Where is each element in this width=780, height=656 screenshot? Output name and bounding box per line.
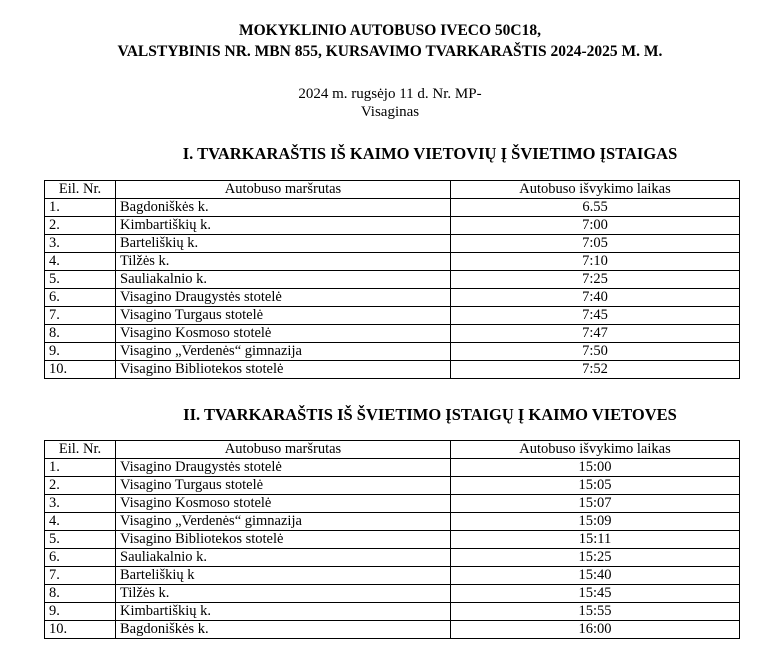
row-number-cell: 1. (45, 199, 116, 217)
route-cell: Visagino Draugystės stotelė (116, 289, 451, 307)
column-header-time: Autobuso išvykimo laikas (451, 441, 740, 459)
route-cell: Visagino Kosmoso stotelė (116, 495, 451, 513)
departure-time-cell: 7:25 (451, 271, 740, 289)
departure-time-cell: 15:45 (451, 585, 740, 603)
section1-schedule-table (44, 180, 740, 379)
departure-time-cell: 15:00 (451, 459, 740, 477)
column-header-route: Autobuso maršrutas (116, 181, 451, 199)
table-row (45, 513, 740, 531)
row-number-cell: 9. (45, 343, 116, 361)
route-cell: Visagino Turgaus stotelė (116, 307, 451, 325)
departure-time-cell: 15:07 (451, 495, 740, 513)
row-number-cell: 4. (45, 253, 116, 271)
departure-time-cell: 15:11 (451, 531, 740, 549)
row-number-cell: 5. (45, 271, 116, 289)
column-header-time: Autobuso išvykimo laikas (451, 181, 740, 199)
row-number-cell: 10. (45, 361, 116, 379)
route-cell: Kimbartiškių k. (116, 603, 451, 621)
table-row (45, 603, 740, 621)
route-cell: Tilžės k. (116, 253, 451, 271)
table-header-row (45, 181, 740, 199)
column-header-number: Eil. Nr. (45, 181, 116, 199)
route-cell: Sauliakalnio k. (116, 549, 451, 567)
row-number-cell: 8. (45, 585, 116, 603)
row-number-cell: 2. (45, 217, 116, 235)
departure-time-cell: 15:55 (451, 603, 740, 621)
route-cell: Visagino Kosmoso stotelė (116, 325, 451, 343)
departure-time-cell: 7:10 (451, 253, 740, 271)
row-number-cell: 7. (45, 307, 116, 325)
section2-title: II. TVARKARAŠTIS IŠ ŠVIETIMO ĮSTAIGŲ Į KAIMO VIETOVES (183, 405, 677, 424)
table-row (45, 361, 740, 379)
row-number-cell: 5. (45, 531, 116, 549)
row-number-cell: 4. (45, 513, 116, 531)
table-row (45, 343, 740, 361)
row-number-cell: 6. (45, 289, 116, 307)
departure-time-cell: 7:40 (451, 289, 740, 307)
route-cell: Bagdoniškės k. (116, 621, 451, 639)
departure-time-cell: 7:45 (451, 307, 740, 325)
table-row (45, 289, 740, 307)
departure-time-cell: 7:00 (451, 217, 740, 235)
document-place: Visaginas (360, 104, 420, 120)
route-cell: Visagino Bibliotekos stotelė (116, 531, 451, 549)
route-cell: Visagino Draugystės stotelė (116, 459, 451, 477)
departure-time-cell: 15:25 (451, 549, 740, 567)
departure-time-cell: 15:40 (451, 567, 740, 585)
table-row (45, 271, 740, 289)
table-row (45, 459, 740, 477)
table-row (45, 495, 740, 513)
table-row (45, 307, 740, 325)
departure-time-cell: 15:09 (451, 513, 740, 531)
row-number-cell: 1. (45, 459, 116, 477)
document-title-line1: MOKYKLINIO AUTOBUSO IVECO 50C18, (238, 22, 541, 39)
route-cell: Sauliakalnio k. (116, 271, 451, 289)
table-row (45, 235, 740, 253)
departure-time-cell: 7:52 (451, 361, 740, 379)
route-cell: Visagino Bibliotekos stotelė (116, 361, 451, 379)
route-cell: Barteliškių k (116, 567, 451, 585)
column-header-number: Eil. Nr. (45, 441, 116, 459)
departure-time-cell: 16:00 (451, 621, 740, 639)
departure-time-cell: 7:47 (451, 325, 740, 343)
row-number-cell: 9. (45, 603, 116, 621)
route-cell: Barteliškių k. (116, 235, 451, 253)
row-number-cell: 3. (45, 495, 116, 513)
table-row (45, 477, 740, 495)
route-cell: Tilžės k. (116, 585, 451, 603)
row-number-cell: 8. (45, 325, 116, 343)
table-row (45, 217, 740, 235)
table-row (45, 531, 740, 549)
column-header-route: Autobuso maršrutas (116, 441, 451, 459)
route-cell: Visagino Turgaus stotelė (116, 477, 451, 495)
table-row (45, 199, 740, 217)
table-row (45, 325, 740, 343)
row-number-cell: 2. (45, 477, 116, 495)
departure-time-cell: 7:05 (451, 235, 740, 253)
route-cell: Bagdoniškės k. (116, 199, 451, 217)
route-cell: Visagino „Verdenės“ gimnazija (116, 513, 451, 531)
section2-schedule-table (44, 440, 740, 639)
document-date-line: 2024 m. rugsėjo 11 d. Nr. MP- (298, 86, 482, 102)
table-header-row (45, 441, 740, 459)
row-number-cell: 3. (45, 235, 116, 253)
document-title-line2: VALSTYBINIS NR. MBN 855, KURSAVIMO TVARKARAŠTIS 2024-2025 M. M. (117, 43, 663, 60)
departure-time-cell: 7:50 (451, 343, 740, 361)
route-cell: Visagino „Verdenės“ gimnazija (116, 343, 451, 361)
row-number-cell: 7. (45, 567, 116, 585)
table-row (45, 621, 740, 639)
table-row (45, 253, 740, 271)
route-cell: Kimbartiškių k. (116, 217, 451, 235)
row-number-cell: 10. (45, 621, 116, 639)
table-row (45, 549, 740, 567)
table-row (45, 567, 740, 585)
row-number-cell: 6. (45, 549, 116, 567)
departure-time-cell: 6.55 (451, 199, 740, 217)
table-row (45, 585, 740, 603)
departure-time-cell: 15:05 (451, 477, 740, 495)
section1-title: I. TVARKARAŠTIS IŠ KAIMO VIETOVIŲ Į ŠVIETIMO ĮSTAIGAS (182, 144, 678, 163)
